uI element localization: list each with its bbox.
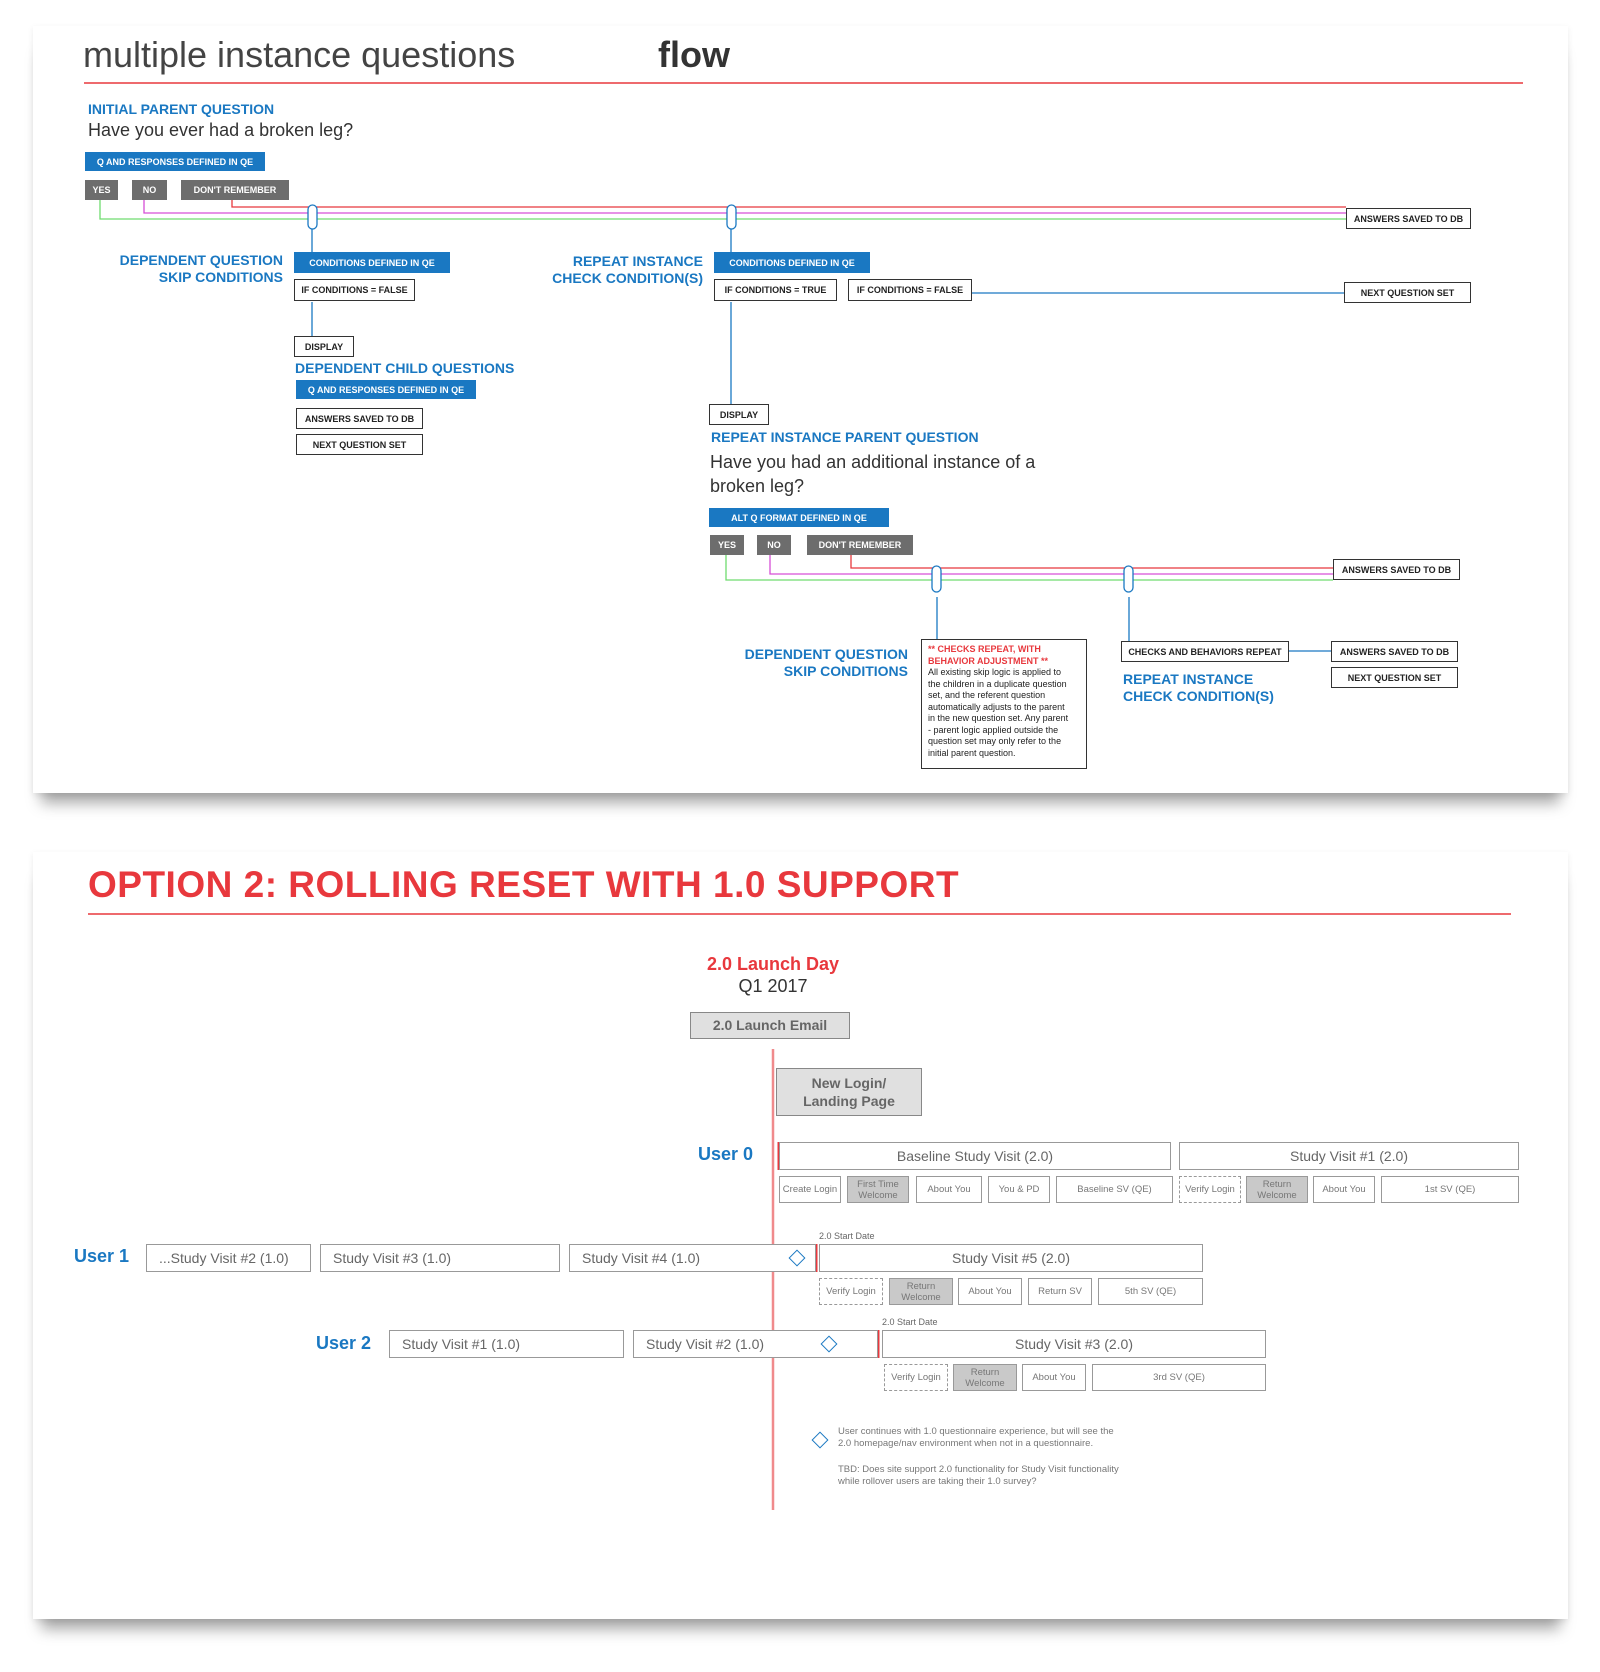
repeat-if-false-box: IF CONDITIONS = FALSE <box>848 279 972 301</box>
flow-panel <box>33 26 1568 793</box>
user1-visit-5: Study Visit #5 (2.0) <box>819 1244 1203 1272</box>
option-panel <box>33 852 1568 1619</box>
repeat-parent-heading: REPEAT INSTANCE PARENT QUESTION <box>711 429 979 445</box>
tbd-text <box>838 1464 1119 1488</box>
user2-visit-2-label: Study Visit #2 (1.0) <box>646 1336 765 1352</box>
tbd-line1: TBD: Does site support 2.0 functionality for Study Visit functionality <box>838 1464 1119 1475</box>
note-line: question set may only refer to the <box>928 736 1062 746</box>
note-line: set, and the referent question <box>928 690 1046 700</box>
launch-quarter: Q1 2017 <box>738 976 808 996</box>
user0-step-first-welcome: First Time Welcome <box>847 1176 909 1203</box>
repeat-parent-question-line2: broken leg? <box>710 476 805 496</box>
repeat-label-line1: REPEAT INSTANCE <box>572 253 703 269</box>
tbd-line2: while rollover users are taking their 1.0 survey? <box>838 1476 1037 1487</box>
launch-day: 2.0 Launch Day <box>706 954 840 974</box>
user2-visit-3: Study Visit #3 (2.0) <box>882 1330 1266 1358</box>
user2-step-3rd-sv: 3rd SV (QE) <box>1092 1364 1266 1391</box>
dependent-if-false-box: IF CONDITIONS = FALSE <box>294 279 415 301</box>
user1-visit-4-label: Study Visit #4 (1.0) <box>582 1250 701 1266</box>
initial-question-text: Have you ever had a broken leg? <box>88 120 354 140</box>
user0-step-1st-sv: 1st SV (QE) <box>1381 1176 1519 1203</box>
dependent-child-defined-box: Q AND RESPONSES DEFINED IN QE <box>296 380 476 399</box>
note-heading-line2: BEHAVIOR ADJUSTMENT ** <box>928 655 1049 666</box>
checks-behaviors-repeat-box: CHECKS AND BEHAVIORS REPEAT <box>1121 641 1289 662</box>
user0-label: User 0 <box>698 1144 754 1164</box>
dependent-child-saved-box: ANSWERS SAVED TO DB <box>296 408 423 429</box>
user0-step-about-you: About You <box>916 1176 982 1203</box>
new-login-box <box>776 1068 922 1116</box>
user2-visit-2 <box>633 1330 878 1358</box>
note-line: automatically adjusts to the parent <box>928 701 1065 712</box>
initial-answer-yes: YES <box>85 180 118 200</box>
repeat-display-box: DISPLAY <box>709 404 769 425</box>
dependent-child-heading: DEPENDENT CHILD QUESTIONS <box>295 360 515 376</box>
user0-step-baseline-sv: Baseline SV (QE) <box>1056 1176 1173 1203</box>
repeat-label-line2: CHECK CONDITION(S) <box>552 270 703 286</box>
dependent2-label-line2: SKIP CONDITIONS <box>783 663 908 679</box>
legend-text <box>838 1426 1114 1450</box>
note-line: - parent logic applied outside the <box>928 724 1059 735</box>
flow-subtitle: flow <box>658 34 730 75</box>
dependent-display-box: DISPLAY <box>294 336 354 357</box>
new-login-line2: Landing Page <box>803 1093 895 1109</box>
user1-step-5th-sv: 5th SV (QE) <box>1098 1278 1203 1305</box>
repeat-if-true-box: IF CONDITIONS = TRUE <box>714 279 837 301</box>
legend-line1: User continues with 1.0 questionnaire experience, but will see the <box>838 1426 1114 1437</box>
note-line: All existing skip logic is applied to <box>928 667 1062 677</box>
repeat2-label <box>1123 671 1274 705</box>
note-line: initial parent question. <box>928 747 1016 758</box>
repeat2-next-question-box: NEXT QUESTION SET <box>1331 667 1458 688</box>
initial-answer-dont-remember: DON'T REMEMBER <box>181 180 289 200</box>
repeat-alt-defined-box: ALT Q FORMAT DEFINED IN QE <box>709 508 889 527</box>
repeat2-answers-saved-box: ANSWERS SAVED TO DB <box>1331 641 1458 662</box>
repeat-conditions-box: CONDITIONS DEFINED IN QE <box>714 252 870 273</box>
note-line: the children in a duplicate question <box>928 678 1067 689</box>
user1-start-date: 2.0 Start Date <box>819 1231 875 1241</box>
repeat2-label-line1: REPEAT INSTANCE <box>1123 671 1254 687</box>
dependent-child-next-box: NEXT QUESTION SET <box>296 434 423 455</box>
legend-line2: 2.0 homepage/nav environment when not in a questionnaire. <box>838 1438 1094 1449</box>
user0-step-you-pd: You & PD <box>988 1176 1050 1203</box>
dependent2-label-line1: DEPENDENT QUESTION <box>744 646 908 662</box>
launch-email-box: 2.0 Launch Email <box>690 1012 850 1039</box>
flow-title: multiple instance questions <box>83 34 516 75</box>
repeat-label <box>513 253 703 287</box>
dependent-label-line1: DEPENDENT QUESTION <box>119 252 283 268</box>
repeat-answer-no: NO <box>757 535 791 555</box>
user0-step-about-you-2: About You <box>1313 1176 1375 1203</box>
user1-step-return-sv: Return SV <box>1028 1278 1092 1305</box>
user2-label: User 2 <box>316 1333 372 1353</box>
initial-answer-no: NO <box>132 180 167 200</box>
user0-step-return-welcome: Return Welcome <box>1246 1176 1308 1203</box>
user1-step-about-you: About You <box>958 1278 1022 1305</box>
option-title: OPTION 2: ROLLING RESET WITH 1.0 SUPPORT <box>88 864 960 905</box>
dependent-label <box>93 252 283 286</box>
user1-step-verify-login: Verify Login <box>819 1278 883 1305</box>
initial-defined-box: Q AND RESPONSES DEFINED IN QE <box>85 152 265 171</box>
dependent-label-line2: SKIP CONDITIONS <box>158 269 283 285</box>
checks-repeat-note <box>921 639 1087 769</box>
dependent2-label <box>718 646 908 680</box>
repeat-answer-dont-remember: DON'T REMEMBER <box>807 535 913 555</box>
user1-visit-2: ...Study Visit #2 (1.0) <box>146 1244 311 1272</box>
user1-step-return-welcome: Return Welcome <box>889 1278 953 1305</box>
user1-visit-4 <box>569 1244 816 1272</box>
repeat-parent-question <box>710 450 1035 498</box>
user0-baseline-visit: Baseline Study Visit (2.0) <box>779 1142 1171 1170</box>
user0-step-create-login: Create Login <box>779 1176 841 1203</box>
new-login-line1: New Login/ <box>811 1075 887 1091</box>
user0-step-verify-login: Verify Login <box>1179 1176 1241 1203</box>
note-line: in the new question set. Any parent <box>928 713 1069 723</box>
repeat2-label-line2: CHECK CONDITION(S) <box>1123 688 1274 704</box>
user1-label: User 1 <box>74 1246 130 1266</box>
repeat-answer-yes: YES <box>710 535 744 555</box>
user2-step-verify-login: Verify Login <box>884 1364 948 1391</box>
user0-study-visit-1: Study Visit #1 (2.0) <box>1179 1142 1519 1170</box>
dependent-conditions-box: CONDITIONS DEFINED IN QE <box>294 252 450 273</box>
note-heading-line1: ** CHECKS REPEAT, WITH <box>928 644 1041 654</box>
initial-question-heading: INITIAL PARENT QUESTION <box>88 101 275 117</box>
user2-visit-1: Study Visit #1 (1.0) <box>389 1330 624 1358</box>
repeat-parent-question-line1: Have you had an additional instance of a <box>710 452 1036 472</box>
repeat-next-question-box: NEXT QUESTION SET <box>1344 282 1471 303</box>
repeat-answers-saved-box: ANSWERS SAVED TO DB <box>1333 559 1460 580</box>
initial-answers-saved-box: ANSWERS SAVED TO DB <box>1346 208 1471 229</box>
user2-step-about-you: About You <box>1022 1364 1086 1391</box>
user2-start-date: 2.0 Start Date <box>882 1317 938 1327</box>
user2-step-return-welcome: Return Welcome <box>953 1364 1017 1391</box>
user1-visit-3: Study Visit #3 (1.0) <box>320 1244 560 1272</box>
